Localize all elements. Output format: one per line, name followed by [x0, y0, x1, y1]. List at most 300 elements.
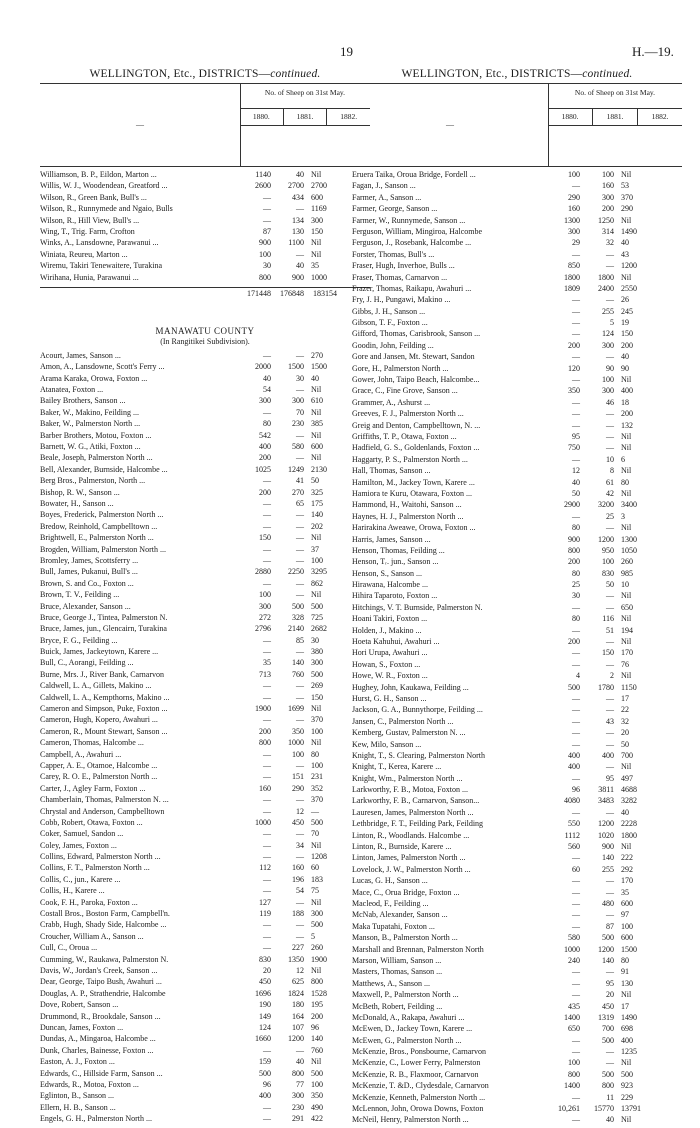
- sheep-1882: 96: [311, 1022, 319, 1032]
- sheep-1880: —: [263, 510, 271, 520]
- sheep-1882: 140: [311, 510, 323, 520]
- sheep-1881: 95: [606, 978, 614, 988]
- sheep-1881: 291: [292, 1114, 304, 1124]
- owner-name: Caldwell, L. A., Gillets, Makino ...: [40, 681, 152, 691]
- sheep-1882: 20: [621, 728, 629, 738]
- owner-name: Acourt, James, Sanson ...: [40, 350, 121, 360]
- sheep-1882: 1900: [311, 954, 327, 964]
- sheep-1880: 2600: [255, 181, 271, 191]
- sheep-1881: 3200: [598, 500, 614, 510]
- sheep-1881: 900: [602, 842, 614, 852]
- table-row: [352, 1080, 682, 1091]
- sheep-1880: —: [572, 853, 580, 863]
- sheep-1881: —: [296, 795, 304, 805]
- sheep-1881: —: [296, 385, 304, 395]
- owner-name: Hall, Thomas, Sanson ...: [352, 466, 431, 476]
- table-row: [352, 921, 682, 932]
- sheep-1880: —: [572, 990, 580, 1000]
- sheep-1881: 54: [296, 886, 304, 896]
- table-row: [40, 169, 370, 180]
- sheep-1880: —: [572, 295, 580, 305]
- sheep-1881: —: [296, 920, 304, 930]
- sheep-1881: —: [296, 931, 304, 941]
- sheep-1882: 350: [311, 1091, 323, 1101]
- table-row: [40, 783, 370, 794]
- sheep-1881: 151: [292, 772, 304, 782]
- owner-name: Brightwell, E., Palmerston North ...: [40, 533, 154, 543]
- sheep-1882: 80: [311, 749, 319, 759]
- sheep-1881: —: [296, 692, 304, 702]
- sheep-1881: —: [606, 352, 614, 362]
- sheep-1880: 100: [259, 590, 271, 600]
- sheep-1882: Nil: [621, 170, 632, 179]
- sheep-1882: 2682: [311, 624, 327, 634]
- table-row: [352, 625, 682, 636]
- sheep-1882: 3295: [311, 567, 327, 577]
- sheep-1882: Nil: [621, 272, 632, 282]
- table-row: [40, 942, 370, 953]
- table-row: [40, 452, 370, 463]
- table-row: [40, 430, 370, 441]
- table-row: [40, 418, 370, 429]
- table-row: [352, 294, 682, 305]
- sheep-1880: —: [572, 773, 580, 783]
- sheep-1880: —: [572, 397, 580, 407]
- table-row: [40, 862, 370, 873]
- table-row: [352, 750, 682, 761]
- owner-name: Goodin, John, Feilding ...: [352, 340, 434, 350]
- sheep-1882: Nil: [311, 533, 322, 543]
- sheep-1882: Nil: [311, 407, 322, 417]
- table-row: [40, 1079, 370, 1090]
- left-header-dash: —: [136, 120, 144, 129]
- table-row: [40, 794, 370, 805]
- sheep-1882: 229: [621, 1092, 633, 1102]
- table-row: [352, 818, 682, 829]
- table-row: [352, 1001, 682, 1012]
- owner-name: Baker, W., Makino, Feilding ...: [40, 407, 140, 417]
- owner-name: Capper, A. E., Otamoe, Halcombe ...: [40, 760, 158, 770]
- right-year-1880: 1880.: [561, 112, 579, 121]
- owner-name: Lovelock, J. W., Palmerston North ...: [352, 864, 471, 874]
- sheep-1881: 227: [292, 943, 304, 953]
- sheep-1882: Nil: [311, 430, 322, 440]
- sheep-1880: —: [572, 352, 580, 362]
- sheep-1881: —: [606, 637, 614, 647]
- sheep-1882: 600: [621, 933, 633, 943]
- table-row: [352, 1046, 682, 1057]
- sheep-1882: Nil: [621, 990, 632, 1000]
- owner-name: Carey, R. O. E., Palmerston North ...: [40, 772, 158, 782]
- owner-name: McEwen, D., Jackey Town, Karere ...: [352, 1024, 473, 1034]
- sheep-1881: 12: [296, 966, 304, 975]
- sheep-1881: 314: [602, 226, 614, 236]
- sheep-1882: 725: [311, 612, 323, 622]
- sheep-1881: 50: [606, 580, 614, 590]
- sheep-1882: 30: [311, 635, 319, 645]
- owner-name: McDonald, A., Rakapa, Awahuri ...: [352, 1012, 465, 1022]
- sheep-1880: 200: [568, 340, 580, 350]
- sheep-1881: —: [296, 533, 304, 543]
- sheep-1882: 76: [621, 659, 629, 669]
- sheep-1881: 800: [292, 1068, 304, 1078]
- left-numbers-header: [240, 84, 370, 166]
- right-table-header: [352, 83, 682, 167]
- sheep-1881: —: [606, 659, 614, 669]
- owner-name: Boyes, Frederick, Palmerston North ...: [40, 510, 164, 520]
- sheep-1881: 100: [602, 375, 614, 385]
- owner-name: Hihira Taparoto, Foxton ...: [352, 591, 438, 601]
- table-row: [352, 511, 682, 522]
- left-rows-manawatu: [40, 350, 370, 1125]
- sheep-1882: Nil: [621, 842, 632, 852]
- owner-name: Wilson, R., Hill View, Bull's ...: [40, 215, 140, 225]
- sheep-1880: —: [263, 544, 271, 554]
- table-row: [352, 203, 682, 214]
- table-row: [40, 498, 370, 509]
- owner-name: Greig and Denton, Campbelltown, N. ...: [352, 420, 481, 430]
- sheep-1880: 40: [572, 477, 580, 487]
- sheep-1881: —: [606, 887, 614, 897]
- sheep-1882: —: [311, 806, 319, 816]
- sheep-1881: 830: [602, 568, 614, 578]
- sheep-1882: 385: [311, 419, 323, 429]
- owner-name: Campbell, A., Awahuri ...: [40, 749, 122, 759]
- sheep-1882: 150: [311, 226, 323, 236]
- sheep-1880: 550: [568, 819, 580, 829]
- owner-name: Hurst, G. H., Sanson ...: [352, 693, 427, 703]
- sheep-1881: —: [296, 204, 304, 214]
- sheep-1882: 194: [621, 625, 633, 635]
- owner-name: Matthews, A., Sanson ...: [352, 978, 430, 988]
- table-row: [40, 226, 370, 237]
- sheep-1880: 124: [259, 1022, 271, 1032]
- sheep-1882: 3: [621, 511, 625, 521]
- table-row: [352, 237, 682, 248]
- sheep-1880: —: [572, 420, 580, 430]
- owner-name: Manson, B., Palmerston North ...: [352, 933, 458, 943]
- sheep-1882: 400: [621, 386, 633, 396]
- sheep-1880: —: [263, 578, 271, 588]
- sheep-1881: —: [296, 590, 304, 600]
- sheep-1881: 42: [606, 488, 614, 498]
- sheep-1880: 300: [259, 396, 271, 406]
- sheep-1882: 32: [621, 716, 629, 726]
- sheep-1882: Nil: [311, 897, 322, 907]
- sheep-1880: —: [263, 681, 271, 691]
- sheep-1880: 1696: [255, 988, 271, 998]
- sheep-1881: 140: [602, 955, 614, 965]
- owner-name: Engels, G. H., Palmerston North ...: [40, 1114, 152, 1124]
- owner-name: Jackson, G. A., Bunnythorpe, Feilding ...: [352, 705, 483, 715]
- owner-name: Burne, Mrs. J., River Bank, Carnarvon: [40, 669, 164, 679]
- table-row: [352, 351, 682, 362]
- table-row: [352, 477, 682, 488]
- owner-name: Hoani Takiri, Foxton ...: [352, 614, 428, 624]
- table-row: [352, 932, 682, 943]
- owner-name: Larkworthy, F. B., Carnarvon, Sanson...: [352, 796, 480, 806]
- table-row: [40, 601, 370, 612]
- table-row: [352, 169, 682, 180]
- left-year-headers: [240, 108, 370, 126]
- sheep-1881: 350: [292, 726, 304, 736]
- owner-name: Gibson, T. F., Foxton ...: [352, 318, 428, 328]
- sheep-1881: 95: [606, 773, 614, 783]
- sheep-1880: 80: [572, 568, 580, 578]
- table-row: [352, 488, 682, 499]
- table-row: [40, 509, 370, 520]
- owner-name: Dove, Robert, Sanson ...: [40, 1000, 119, 1010]
- sheep-1880: —: [572, 967, 580, 977]
- sheep-1881: 1200: [288, 1034, 304, 1044]
- sheep-1882: 3282: [621, 796, 637, 806]
- sheep-1882: 80: [621, 955, 629, 965]
- sheep-1882: 1528: [311, 988, 327, 998]
- sheep-1881: —: [296, 510, 304, 520]
- sheep-1882: Nil: [311, 238, 322, 248]
- owner-name: Harirakina Aweawe, Orowa, Foxton ...: [352, 523, 476, 533]
- sheep-1882: 100: [311, 555, 323, 565]
- sheep-1881: 1249: [288, 464, 304, 474]
- table-row: [352, 978, 682, 989]
- owner-name: Willis, W. J., Woodendean, Greatford ...: [40, 181, 168, 191]
- sheep-1881: 300: [292, 1091, 304, 1101]
- owner-name: Bell, Alexander, Burnside, Halcombe ...: [40, 464, 168, 474]
- sheep-1880: —: [263, 840, 271, 850]
- sheep-1880: 830: [259, 954, 271, 964]
- table-row: [352, 1114, 682, 1125]
- sheep-1880: 25: [572, 580, 580, 590]
- sheep-1880: 96: [263, 1079, 271, 1089]
- sheep-1880: —: [263, 192, 271, 202]
- sheep-1882: 300: [311, 909, 323, 919]
- sheep-1882: 600: [621, 899, 633, 908]
- sheep-1882: 43: [621, 249, 629, 259]
- owner-name: Macleod, F., Feilding ...: [352, 899, 429, 908]
- sheep-1880: 100: [568, 1058, 580, 1068]
- county-heading: MANAWATU COUNTY: [155, 325, 255, 336]
- owner-name: Bryce, F. G., Feilding ...: [40, 635, 118, 645]
- sheep-1881: 15770: [594, 1104, 614, 1114]
- sheep-1881: —: [606, 807, 614, 817]
- owner-name: Douglas, A. P., Strathendrie, Halcombe: [40, 988, 166, 998]
- sheep-1882: 292: [621, 864, 633, 874]
- table-row: [352, 579, 682, 590]
- table-row: [40, 373, 370, 384]
- owner-name: Cook, F. H., Paroka, Foxton ...: [40, 897, 138, 907]
- table-row: [352, 966, 682, 977]
- sheep-1880: 2880: [255, 567, 271, 577]
- sheep-1882: 17: [621, 1001, 629, 1011]
- sheep-1882: Nil: [311, 249, 322, 259]
- owner-name: Lucas, G. H., Sanson ...: [352, 876, 428, 886]
- owner-name: Chrystal and Anderson, Campbelltown: [40, 806, 165, 816]
- sheep-1881: 10: [606, 454, 614, 464]
- table-row: [40, 806, 370, 817]
- sheep-1881: 230: [292, 419, 304, 429]
- sheep-1881: —: [296, 350, 304, 360]
- table-row: [352, 272, 682, 283]
- sheep-1880: 500: [259, 1068, 271, 1078]
- table-row: [40, 692, 370, 703]
- table-row: [352, 682, 682, 693]
- owner-name: Edwards, R., Motoa, Foxton ...: [40, 1079, 139, 1089]
- document-reference: H.—19.: [632, 44, 674, 59]
- sheep-1881: 1100: [288, 238, 304, 248]
- sheep-1880: 750: [568, 443, 580, 453]
- owner-name: Lethbridge, F. T., Feilding Park, Feilding: [352, 819, 484, 829]
- sheep-1881: 1699: [288, 704, 304, 714]
- sheep-1881: 180: [292, 1000, 304, 1010]
- sheep-1882: 100: [621, 921, 633, 931]
- sheep-1880: 290: [568, 192, 580, 202]
- sheep-1881: 65: [296, 498, 304, 508]
- sheep-1881: 1319: [598, 1012, 614, 1022]
- sheep-1881: —: [296, 430, 304, 440]
- sheep-1881: 20: [606, 990, 614, 1000]
- sheep-1880: —: [572, 648, 580, 658]
- sheep-1880: —: [263, 852, 271, 862]
- owner-name: Duncan, James, Foxton ...: [40, 1022, 124, 1032]
- owner-name: Bull, C., Aorangi, Feilding ...: [40, 658, 134, 668]
- right-title-text: WELLINGTON, Etc., DISTRICTS—: [401, 68, 583, 80]
- sheep-1881: 300: [602, 340, 614, 350]
- sheep-1882: 269: [311, 681, 323, 691]
- owner-name: Drummond, R., Brookdale, Sanson ...: [40, 1011, 161, 1021]
- sheep-1881: 40: [296, 1057, 304, 1067]
- table-row: [40, 521, 370, 532]
- sheep-1881: 760: [292, 669, 304, 679]
- owner-name: Hoeta Kahuhui, Awahuri ...: [352, 637, 440, 647]
- table-row: [40, 680, 370, 691]
- sheep-1880: —: [263, 931, 271, 941]
- sheep-1882: 490: [311, 1102, 323, 1112]
- table-row: [40, 623, 370, 634]
- sheep-1882: 2700: [311, 181, 327, 191]
- sheep-1881: 500: [602, 1035, 614, 1045]
- sheep-1880: 1300: [564, 215, 580, 225]
- sheep-1882: 60: [311, 863, 319, 873]
- table-row: [40, 407, 370, 418]
- table-row: [40, 612, 370, 623]
- owner-name: Harris, James, Sanson ...: [352, 534, 431, 544]
- table-row: [352, 442, 682, 453]
- table-row: [352, 693, 682, 704]
- owner-name: Edwards, C., Hillside Farm, Sanson ...: [40, 1068, 163, 1078]
- sheep-1880: —: [572, 978, 580, 988]
- sheep-1882: Nil: [621, 523, 632, 533]
- owner-name: McNab, Alexander, Sanson ...: [352, 910, 448, 920]
- table-row: [40, 1113, 370, 1124]
- sheep-1881: 116: [602, 614, 614, 624]
- sheep-1882: 1500: [311, 362, 327, 372]
- sheep-1881: 188: [292, 909, 304, 919]
- sheep-1880: 1809: [564, 283, 580, 293]
- sheep-1882: 260: [621, 557, 633, 567]
- owner-name: Cameron, Hugh, Kopero, Awahuri ...: [40, 715, 158, 725]
- table-row: [40, 1033, 370, 1044]
- owner-name: Forster, Thomas, Bull's ...: [352, 249, 435, 259]
- table-row: [352, 1012, 682, 1023]
- table-row: [352, 499, 682, 510]
- sheep-1881: 1200: [598, 944, 614, 954]
- sheep-1880: 4080: [564, 796, 580, 806]
- table-row: [352, 1092, 682, 1103]
- sheep-1880: 1025: [255, 464, 271, 474]
- table-row: [40, 203, 370, 214]
- table-row: [352, 989, 682, 1000]
- sheep-1882: Nil: [311, 453, 322, 463]
- sheep-1880: 240: [568, 955, 580, 965]
- sheep-1880: 800: [568, 1069, 580, 1079]
- sheep-1880: —: [263, 555, 271, 565]
- sheep-1882: 97: [621, 910, 629, 920]
- owner-name: Kew, Milo, Sanson ...: [352, 739, 422, 749]
- owner-name: Bowater, H., Sanson ...: [40, 498, 114, 508]
- owner-name: Bruce, George J., Tintea, Palmerston N.: [40, 612, 168, 622]
- left-title-italic: continued.: [270, 68, 321, 80]
- owner-name: Barnett, W. G., Atiki, Foxton ...: [40, 442, 141, 452]
- sheep-1880: 29: [572, 238, 580, 248]
- owner-name: Amon, A., Lansdowne, Scott's Ferry ...: [40, 362, 165, 372]
- sheep-1881: —: [296, 647, 304, 657]
- sheep-1881: 25: [606, 511, 614, 521]
- sheep-1880: 900: [568, 534, 580, 544]
- table-row: [40, 874, 370, 885]
- owner-name: Knight, Wm., Palmerston North ...: [352, 773, 463, 783]
- table-row: [40, 544, 370, 555]
- table-row: [40, 976, 370, 987]
- owner-name: Chamberlain, Thomas, Palmerston N. ...: [40, 795, 169, 805]
- sheep-1881: —: [606, 739, 614, 749]
- sheep-1882: 1050: [621, 545, 637, 555]
- sheep-1881: 140: [602, 853, 614, 863]
- table-row: [40, 635, 370, 646]
- sheep-1882: 132: [621, 420, 633, 430]
- sheep-1882: Nil: [311, 170, 322, 179]
- owner-name: Bredow, Reinhold, Campbelltown ...: [40, 521, 158, 531]
- owner-name: Bruce, Alexander, Sanson ...: [40, 601, 131, 611]
- sheep-1881: 87: [606, 921, 614, 931]
- table-row: [352, 613, 682, 624]
- sheep-1882: 500: [311, 817, 323, 827]
- owner-name: Brogden, William, Palmerston North ...: [40, 544, 166, 554]
- owner-name: Cameron, Thomas, Halcombe ...: [40, 738, 144, 748]
- sheep-1880: 1400: [564, 1012, 580, 1022]
- sheep-1881: 100: [602, 170, 614, 179]
- sheep-1881: 164: [292, 1011, 304, 1021]
- sheep-1882: 2550: [621, 283, 637, 293]
- sheep-1880: 4: [576, 671, 580, 681]
- table-row: [352, 283, 682, 294]
- sheep-1880: —: [572, 659, 580, 669]
- sheep-1882: 1208: [311, 852, 327, 862]
- owner-name: Ellern, H. B., Sanson ...: [40, 1102, 116, 1112]
- table-row: [40, 737, 370, 748]
- owner-name: Atanatea, Foxton ...: [40, 385, 104, 395]
- table-row: [352, 306, 682, 317]
- sheep-1881: 2: [610, 671, 614, 681]
- owner-name: Ferguson, William, Mingiroa, Halcombe: [352, 226, 483, 236]
- sheep-1882: Nil: [621, 375, 632, 385]
- owner-name: Linton, R., Burnside, Karere ...: [352, 842, 452, 852]
- sheep-1881: 450: [292, 817, 304, 827]
- sheep-1882: 923: [621, 1081, 633, 1091]
- sheep-1881: 41: [296, 476, 304, 486]
- owner-name: Haynes, H. J., Palmerston North ...: [352, 511, 464, 521]
- sheep-1882: 13791: [621, 1104, 641, 1114]
- owner-name: Frazer, Thomas, Raikapu, Awahuri ...: [352, 283, 472, 293]
